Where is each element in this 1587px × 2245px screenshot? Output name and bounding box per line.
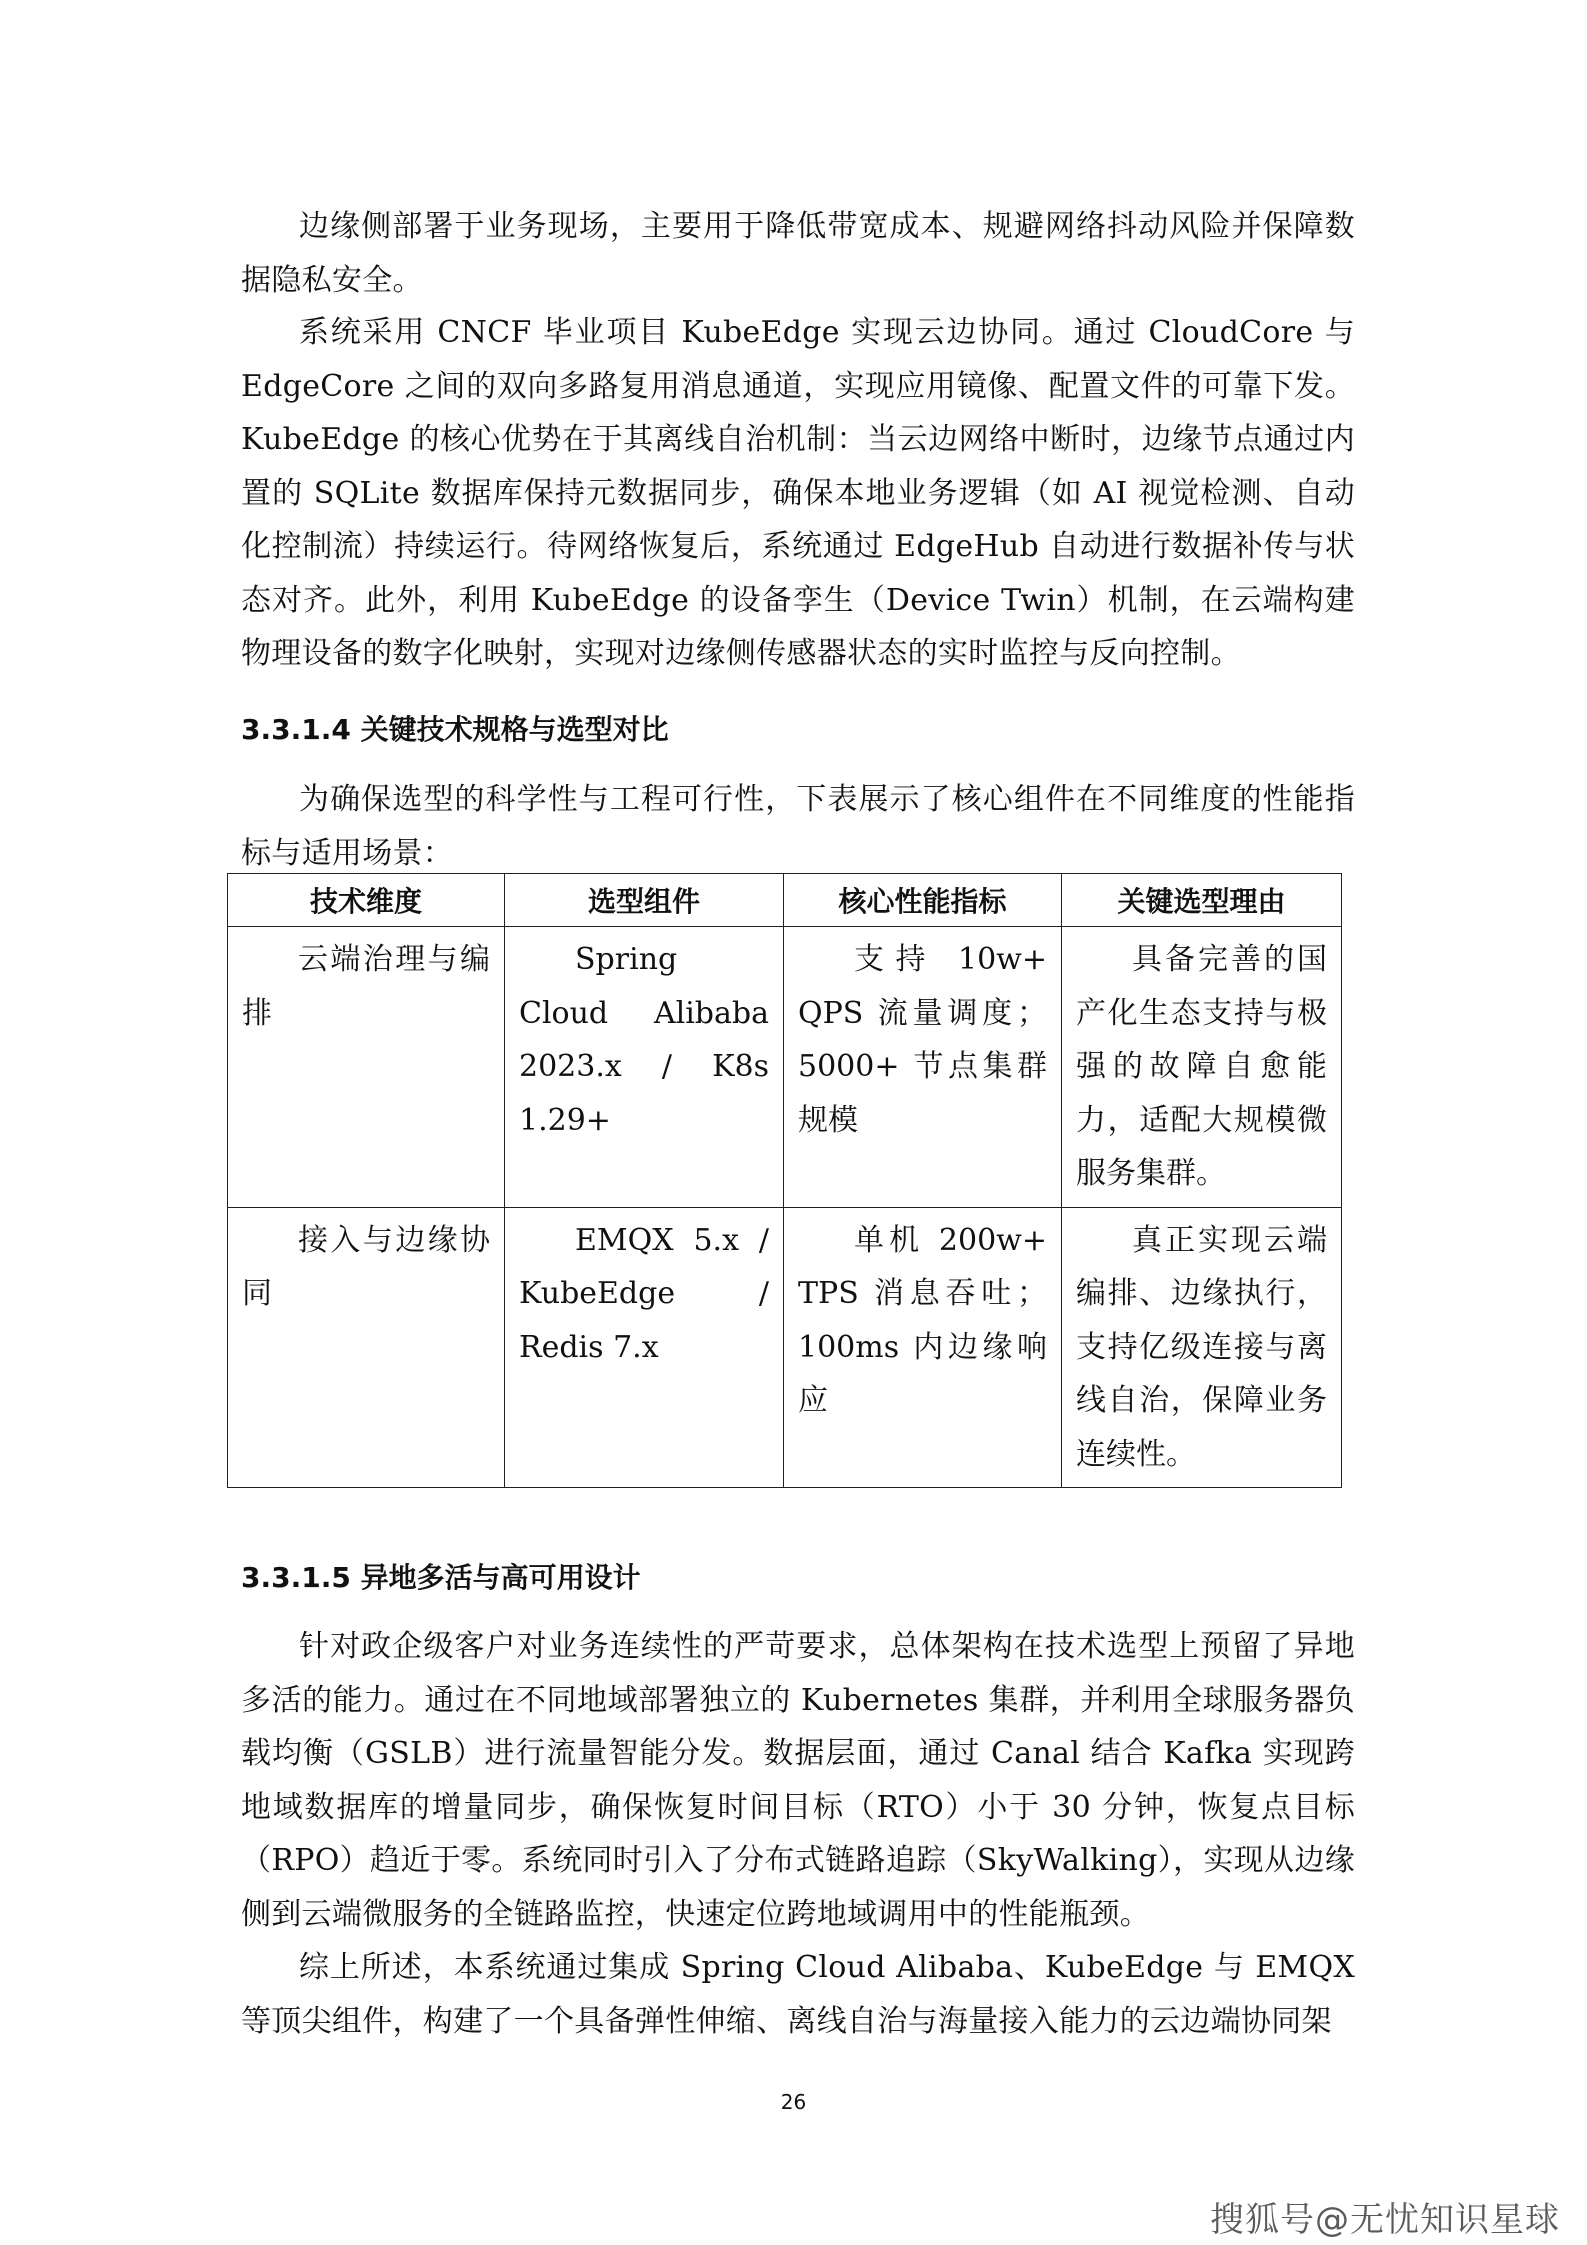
table-header-cell: 选型组件 xyxy=(505,874,784,927)
table-cell-component: Spring Cloud Alibaba 2023.x / K8s 1.29+ xyxy=(505,927,784,1208)
watermark: 搜狐号@无忧知识星球 xyxy=(1210,2200,1560,2240)
table-row xyxy=(228,1207,1342,1488)
section-heading-3-3-1-5: 3.3.1.5 异地多活与高可用设计 xyxy=(241,1561,641,1594)
table-cell-component: EMQX 5.x / KubeEdge / Redis 7.x xyxy=(505,1207,784,1488)
table-row xyxy=(228,927,1342,1208)
paragraph-summary: 综上所述，本系统通过集成 Spring Cloud Alibaba、KubeEdge 与 EMQX 等顶尖组件，构建了一个具备弹性伸缩、离线自治与海量接入能力的云边端协同架 xyxy=(241,1950,1355,2039)
table-header-cell: 技术维度 xyxy=(228,874,505,927)
table-cell-dimension: 云端治理与编排 xyxy=(228,927,505,1208)
table-cell-metric: 单机 200w+ TPS 消息吞吐；100ms 内边缘响应 xyxy=(784,1207,1062,1488)
table-cell-reason: 真正实现云端编排、边缘执行，支持亿级连接与离线自治，保障业务连续性。 xyxy=(1062,1207,1342,1488)
paragraph-table-intro: 为确保选型的科学性与工程可行性，下表展示了核心组件在不同维度的性能指标与适用场景： xyxy=(241,782,1355,871)
table-cell-reason: 具备完善的国产化生态支持与极强的故障自愈能力，适配大规模微服务集群。 xyxy=(1062,927,1342,1208)
paragraph-kubeedge: 系统采用 CNCF 毕业项目 KubeEdge 实现云边协同。通过 CloudCore 与 EdgeCore 之间的双向多路复用消息通道，实现应用镜像、配置文件的可靠下发。KubeEdge 的核心优势在于其离线自治机制：当云边网络中断时，边缘节点通过内置的 SQLite 数据库保持元数据同步，确保本地业务逻辑（如 AI 视觉检测、自动化控制流）持续运行。待网络恢复后，系统通过 EdgeHub 自动进行数据补传与状态对齐。此外，利用 KubeEdge 的设备孪生（Device Twin）机制，在云端构建物理设备的数字化映射，实现对边缘侧传感器状态的实时监控与反向控制。 xyxy=(241,315,1355,671)
paragraph-multi-site: 针对政企级客户对业务连续性的严苛要求，总体架构在技术选型上预留了异地多活的能力。通过在不同地域部署独立的 Kubernetes 集群，并利用全球服务器负载均衡（GSLB）进行流量智能分发。数据层面，通过 Canal 结合 Kafka 实现跨地域数据库的增量同步，确保恢复时间目标（RTO）小于 30 分钟，恢复点目标（RPO）趋近于零。系统同时引入了分布式链路追踪（SkyWalking），实现从边缘侧到云端微服务的全链路监控，快速定位跨地域调用中的性能瓶颈。 xyxy=(241,1629,1355,1932)
table-header-row xyxy=(228,874,1342,927)
table-cell-metric: 支持 10w+ QPS 流量调度；5000+ 节点集群规模 xyxy=(784,927,1062,1208)
paragraph-edge-deployment: 边缘侧部署于业务现场，主要用于降低带宽成本、规避网络抖动风险并保障数据隐私安全。 xyxy=(241,209,1355,298)
section-heading-3-3-1-4: 3.3.1.4 关键技术规格与选型对比 xyxy=(241,713,669,746)
page-number: 26 xyxy=(780,2090,807,2114)
table-cell-dimension: 接入与边缘协同 xyxy=(228,1207,505,1488)
table-header-cell: 关键选型理由 xyxy=(1062,874,1342,927)
table-header-cell: 核心性能指标 xyxy=(784,874,1062,927)
spec-comparison-table xyxy=(227,873,1342,1488)
